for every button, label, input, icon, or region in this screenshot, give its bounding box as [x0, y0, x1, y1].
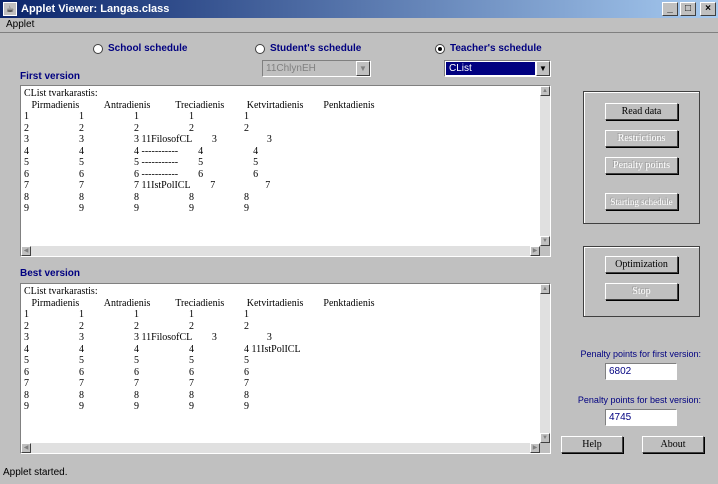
maximize-button[interactable]: □: [680, 2, 696, 16]
radio-school-label: School schedule: [108, 43, 188, 54]
read-data-button[interactable]: Read data: [605, 103, 678, 120]
best-version-textarea[interactable]: [20, 283, 551, 454]
window-title: Applet Viewer: Langas.class: [21, 3, 170, 15]
minimize-button[interactable]: _: [662, 2, 678, 16]
scroll-right-icon[interactable]: ▶: [530, 443, 540, 453]
radio-dot-student: [255, 44, 265, 54]
stop-button[interactable]: Stop: [605, 283, 678, 300]
radio-school-schedule[interactable]: [93, 43, 187, 54]
first-version-label: First version: [20, 71, 81, 82]
penalty-best-label: Penalty points for best version:: [577, 395, 701, 405]
first-version-textarea[interactable]: [20, 85, 551, 257]
radio-student-label: Student's schedule: [270, 43, 362, 54]
teacher-select-value: CList: [446, 62, 535, 75]
penalty-points-button[interactable]: Penalty points: [605, 157, 678, 174]
java-app-icon: ☕: [3, 2, 17, 16]
first-vertical-scrollbar[interactable]: [540, 86, 550, 246]
chevron-down-icon: ▼: [356, 61, 370, 76]
best-version-label: Best version: [20, 268, 81, 279]
first-version-text: CList tvarkarastis: Pirmadienis Antradienis Treciadienis Ketvirtadienis Penktadienis 1 1 1 1 1 2 2 2 2 2 3 3 3 11FilosofCL 3 3 4 4 4 ----------- 4 4 5 5 5 ----------- 5 5 6 6 6 ----------- 6 6 7 7 7 11IstPolICL 7 7 8 8 8 8 8 9 9 9 9 9: [24, 88, 375, 214]
penalty-best-field[interactable]: 4745: [605, 409, 677, 426]
scroll-up-icon[interactable]: ▲: [540, 284, 550, 294]
radio-dot-school: [93, 44, 103, 54]
scroll-down-icon[interactable]: ▼: [540, 433, 550, 443]
student-select[interactable]: [262, 60, 371, 77]
scroll-left-icon[interactable]: ◀: [21, 246, 31, 256]
restrictions-button[interactable]: Restrictions: [605, 130, 678, 147]
chevron-down-icon: ▼: [536, 61, 550, 76]
best-version-text: CList tvarkarastis: Pirmadienis Antradienis Treciadienis Ketvirtadienis Penktadienis 1 1 1 1 1 2 2 2 2 2 3 3 3 11FilosofCL 3 3 4 4 4 4 4 11IstPolICL 5 5 5 5 5 6 6 6 6 6 7 7 7 7 7 8 8 8 8 8 9 9 9 9 9: [24, 286, 375, 412]
student-select-value: 11ChlynEH: [266, 63, 316, 74]
menu-applet[interactable]: Applet: [6, 19, 35, 30]
radio-student-schedule[interactable]: [255, 43, 361, 54]
first-horizontal-scrollbar[interactable]: [21, 246, 540, 256]
radio-teacher-label: Teacher's schedule: [450, 43, 542, 54]
radio-teacher-schedule[interactable]: [435, 43, 542, 54]
menu-divider: [0, 32, 718, 33]
about-button[interactable]: About: [642, 436, 704, 453]
teacher-select[interactable]: [444, 60, 551, 77]
scroll-left-icon[interactable]: ◀: [21, 443, 31, 453]
radio-dot-teacher: [435, 44, 445, 54]
scroll-right-icon[interactable]: ▶: [530, 246, 540, 256]
penalty-first-field[interactable]: 6802: [605, 363, 677, 380]
penalty-first-label: Penalty points for first version:: [580, 349, 701, 359]
optimization-button[interactable]: Optimization: [605, 256, 678, 273]
scroll-up-icon[interactable]: ▲: [540, 86, 550, 96]
scroll-corner: [540, 246, 550, 256]
help-button[interactable]: Help: [561, 436, 623, 453]
menu-bar: [0, 18, 718, 32]
best-horizontal-scrollbar[interactable]: [21, 443, 540, 453]
status-bar-text: Applet started.: [3, 467, 68, 478]
scroll-corner: [540, 443, 550, 453]
scroll-down-icon[interactable]: ▼: [540, 236, 550, 246]
starting-schedule-button[interactable]: Starting schedule: [605, 193, 678, 210]
window-title-bar[interactable]: [0, 0, 718, 18]
best-vertical-scrollbar[interactable]: [540, 284, 550, 443]
close-button[interactable]: ×: [700, 2, 716, 16]
